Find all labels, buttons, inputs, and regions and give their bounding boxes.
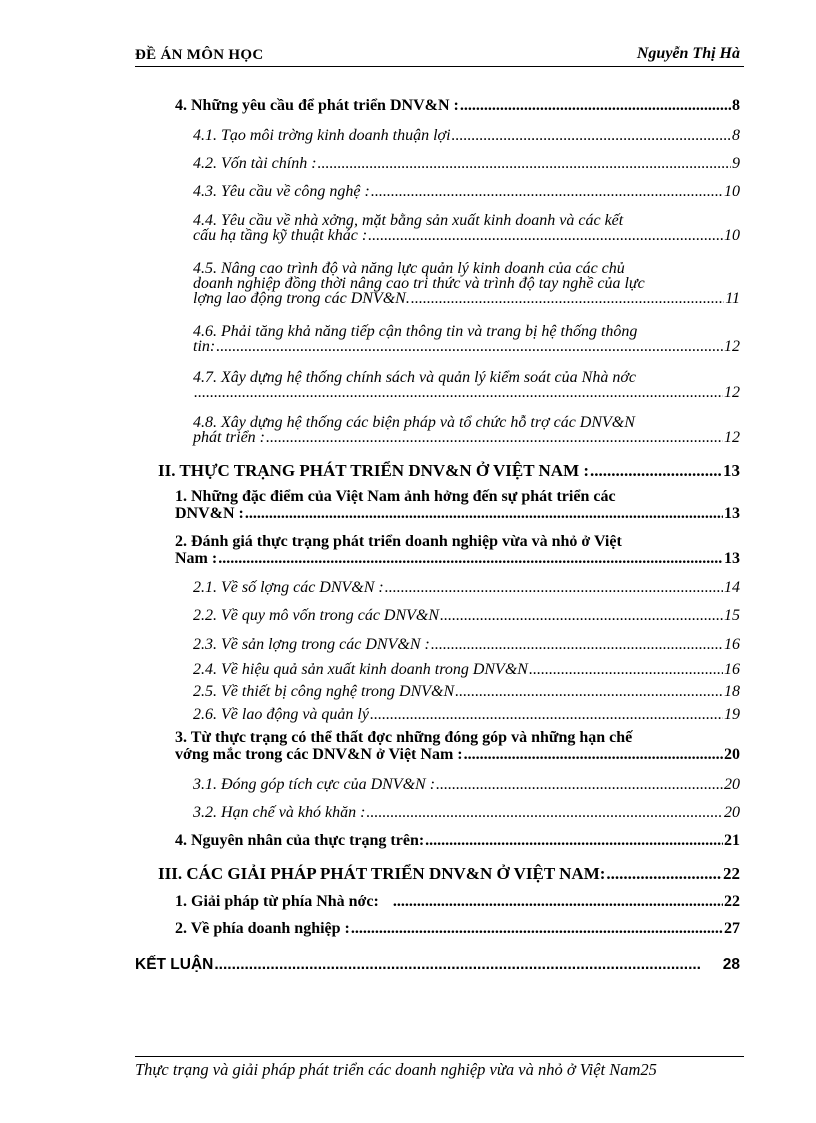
toc-entry-2-5 bbox=[193, 684, 740, 699]
toc-entry-4-7 bbox=[193, 370, 740, 400]
toc-entry-II bbox=[158, 461, 740, 480]
toc-page: 28 bbox=[722, 956, 740, 973]
footer-rule bbox=[135, 1056, 744, 1057]
toc-entry-II-3 bbox=[175, 729, 740, 763]
toc-entry-4-2 bbox=[193, 156, 740, 171]
toc-page: 13 bbox=[724, 550, 740, 567]
toc-label: 4.5. Nâng cao trình độ và năng lực quản lý kinh doanh của các chủ bbox=[193, 260, 625, 277]
toc-label: KẾT LUẬN bbox=[135, 956, 214, 973]
toc-page: 8 bbox=[732, 97, 740, 114]
toc-label: DNV&N : bbox=[175, 505, 244, 522]
toc-entry-conclusion bbox=[135, 956, 740, 974]
toc-entry-2-1 bbox=[193, 580, 740, 595]
toc-label: 4.2. Vốn tài chính : bbox=[193, 155, 317, 172]
toc-entry-4-8 bbox=[193, 415, 740, 445]
toc-entry-2-4 bbox=[193, 662, 740, 677]
toc-page: 20 bbox=[724, 776, 740, 793]
toc-page: 13 bbox=[724, 505, 740, 522]
toc-label: II. THỰC TRẠNG PHÁT TRIỂN DNV&N Ở VIỆT NAM : bbox=[158, 461, 590, 480]
toc-label: 4. Những yêu cầu để phát triển DNV&N : bbox=[175, 97, 459, 114]
toc-entry-2-2 bbox=[193, 608, 740, 623]
toc-label: 4.1. Tạo môi trờng kinh doanh thuận lợi bbox=[193, 127, 451, 144]
toc-page: 12 bbox=[724, 429, 740, 446]
toc-page: 10 bbox=[724, 183, 740, 200]
toc-label: III. CÁC GIẢI PHÁP PHÁT TRIỂN DNV&N Ở VIỆT NAM: bbox=[158, 864, 606, 883]
toc-label: 2. Về phía doanh nghiệp : bbox=[175, 920, 350, 937]
toc-page: 18 bbox=[724, 683, 740, 700]
toc-page: 12 bbox=[724, 338, 740, 355]
toc-label: 2.5. Về thiết bị công nghệ trong DNV&N bbox=[193, 683, 455, 700]
toc-entry-3-1 bbox=[193, 777, 740, 792]
header-author: Nguyễn Thị Hà bbox=[636, 45, 740, 62]
toc-entry-III-1 bbox=[175, 893, 740, 910]
toc-entry-2-6 bbox=[193, 707, 740, 722]
toc-entry-III bbox=[158, 864, 740, 883]
toc-label: 3.2. Hạn chế và khó khăn : bbox=[193, 804, 366, 821]
footer bbox=[135, 1060, 657, 1080]
toc-page: 22 bbox=[724, 893, 740, 910]
toc-page: 14 bbox=[724, 579, 740, 596]
toc-page: 27 bbox=[724, 920, 740, 937]
toc-label: 2.4. Về hiệu quả sản xuất kinh doanh trong DNV&N bbox=[193, 661, 528, 678]
footer-text: Thực trạng và giải pháp phát triển các doanh nghiệp vừa và nhỏ ở Việt Nam bbox=[135, 1060, 641, 1079]
toc-label: cấu hạ tầng kỹ thuật khác : bbox=[193, 227, 368, 244]
toc-page: 21 bbox=[724, 832, 740, 849]
toc-label: lợng lao động trong các DNV&N. bbox=[193, 290, 410, 307]
toc-label: 2.3. Về sản lợng trong các DNV&N : bbox=[193, 636, 430, 653]
toc-page: 12 bbox=[724, 384, 740, 401]
toc-label: tin: bbox=[193, 338, 216, 355]
toc-page: 16 bbox=[724, 661, 740, 678]
toc-page: 13 bbox=[723, 461, 740, 480]
toc-entry-II-2 bbox=[175, 533, 740, 567]
toc-label: 4.3. Yêu cầu về công nghệ : bbox=[193, 183, 370, 200]
toc-page: 20 bbox=[724, 746, 740, 763]
toc-entry-II-4 bbox=[175, 832, 740, 849]
toc-label: vớng mắc trong các DNV&N ở Việt Nam : bbox=[175, 746, 463, 763]
toc-label: 1. Những đặc điểm của Việt Nam ảnh hởng đến sự phát triển các bbox=[175, 488, 616, 505]
toc-page: 20 bbox=[724, 804, 740, 821]
toc-label: 4.8. Xây dựng hệ thống các biện pháp và tổ chức hỗ trợ các DNV&N bbox=[193, 414, 635, 431]
toc-label: phát triển : bbox=[193, 429, 265, 446]
toc-label: 3.1. Đóng góp tích cực của DNV&N : bbox=[193, 776, 436, 793]
toc-page: 22 bbox=[723, 864, 740, 883]
toc-label: 2.1. Về số lợng các DNV&N : bbox=[193, 579, 384, 596]
toc-label: 4.7. Xây dựng hệ thống chính sách và quản lý kiểm soát của Nhà nớc bbox=[193, 369, 636, 386]
toc-page: 9 bbox=[732, 155, 740, 172]
toc-entry-4-1 bbox=[193, 128, 740, 143]
header-title: ĐỀ ÁN MÔN HỌC bbox=[135, 47, 264, 63]
toc-label: 2.6. Về lao động và quản lý bbox=[193, 706, 369, 723]
toc-label: 4.4. Yêu cầu về nhà xởng, mặt bằng sản xuất kinh doanh và các kết bbox=[193, 212, 624, 229]
toc-entry-4-3 bbox=[193, 184, 740, 199]
toc-page: 16 bbox=[724, 636, 740, 653]
toc-entry-III-2 bbox=[175, 920, 740, 937]
toc-page: 8 bbox=[732, 127, 740, 144]
toc-label: doanh nghiệp đồng thời nâng cao tri thức và trình độ tay nghề của lực bbox=[193, 275, 645, 292]
toc-page: 15 bbox=[724, 607, 740, 624]
header-rule bbox=[135, 66, 744, 67]
toc-entry-4 bbox=[175, 97, 740, 114]
toc-entry-4-5 bbox=[193, 261, 740, 306]
toc-label: 2.2. Về quy mô vốn trong các DNV&N bbox=[193, 607, 440, 624]
toc-label: 2. Đánh giá thực trạng phát triển doanh nghiệp vừa và nhỏ ở Việt bbox=[175, 533, 622, 550]
toc-entry-II-1 bbox=[175, 488, 740, 522]
toc-entry-3-2 bbox=[193, 805, 740, 820]
toc-page: 10 bbox=[724, 227, 740, 244]
toc-label: Nam : bbox=[175, 550, 218, 567]
toc-entry-4-4 bbox=[193, 213, 740, 243]
toc-page: 11 bbox=[725, 290, 740, 307]
toc-label: 4. Nguyên nhân của thực trạng trên: bbox=[175, 832, 425, 849]
toc-label: 4.6. Phải tăng khả năng tiếp cận thông tin và trang bị hệ thống thông bbox=[193, 323, 638, 340]
toc-label: 3. Từ thực trạng có thể thất đợc những đóng góp và những hạn chế bbox=[175, 729, 633, 746]
toc-entry-4-6 bbox=[193, 324, 740, 354]
toc-page: 19 bbox=[724, 706, 740, 723]
toc-entry-2-3 bbox=[193, 637, 740, 652]
toc-label: 1. Giải pháp từ phía Nhà nớc: bbox=[175, 893, 379, 910]
footer-page-number: 25 bbox=[640, 1060, 657, 1079]
